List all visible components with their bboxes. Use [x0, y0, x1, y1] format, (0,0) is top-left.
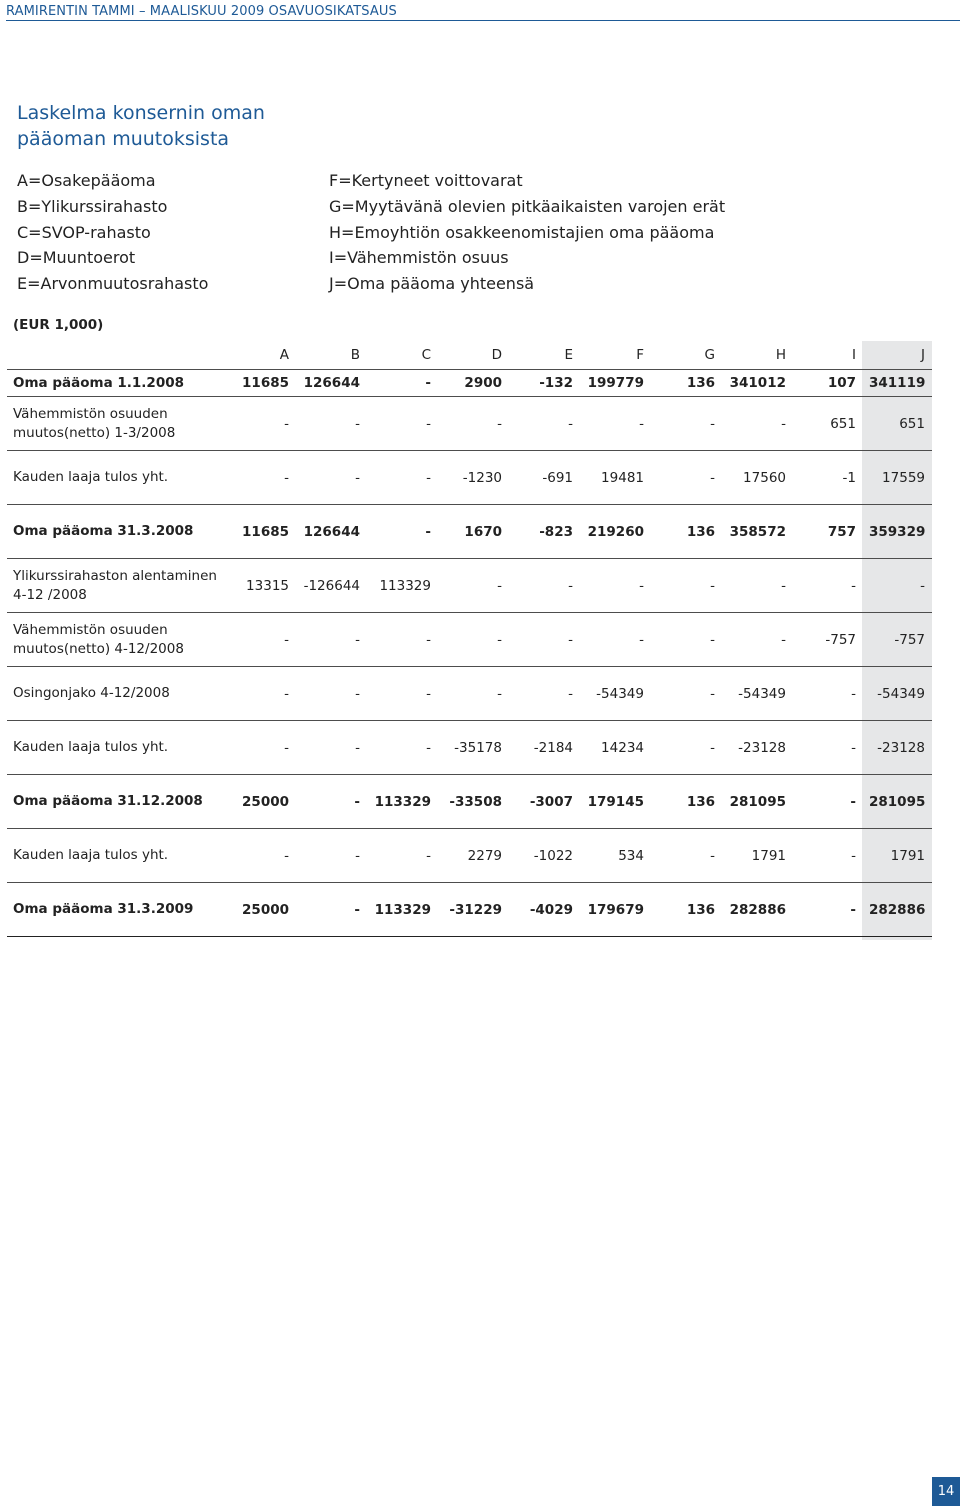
cell-b: - — [296, 775, 367, 829]
cell-e: -1022 — [509, 829, 580, 883]
cell-f: 14234 — [580, 721, 651, 775]
cell-j: 281095 — [863, 775, 932, 829]
cell-i: 107 — [793, 370, 863, 397]
row-label: Ylikurssirahaston alentaminen 4-12 /2008 — [7, 559, 232, 613]
cell-c: - — [367, 505, 438, 559]
cell-i: - — [793, 559, 863, 613]
table-row — [7, 829, 932, 883]
cell-j: 359329 — [863, 505, 932, 559]
cell-i: 651 — [793, 397, 863, 451]
cell-g: 136 — [651, 775, 722, 829]
cell-a: - — [232, 667, 296, 721]
cell-j: 651 — [863, 397, 932, 451]
legend-item-c: C=SVOP-rahasto — [17, 222, 151, 242]
cell-a: 11685 — [232, 505, 296, 559]
cell-h: 341012 — [722, 370, 793, 397]
cell-j: -23128 — [863, 721, 932, 775]
column-header-c: C — [367, 341, 438, 370]
legend-left — [17, 168, 208, 297]
cell-i: - — [793, 829, 863, 883]
legend-item-i: I=Vähemmistön osuus — [329, 248, 509, 268]
cell-f: - — [580, 397, 651, 451]
cell-a: 13315 — [232, 559, 296, 613]
cell-j: - — [863, 559, 932, 613]
cell-e: - — [509, 613, 580, 667]
cell-b: 126644 — [296, 370, 367, 397]
legend-item-d: D=Muuntoerot — [17, 248, 136, 268]
cell-h: 358572 — [722, 505, 793, 559]
cell-c: - — [367, 451, 438, 505]
cell-d: -33508 — [438, 775, 509, 829]
cell-g: 136 — [651, 370, 722, 397]
cell-i: -757 — [793, 613, 863, 667]
cell-c: 113329 — [367, 775, 438, 829]
cell-d: 2900 — [438, 370, 509, 397]
cell-g: 136 — [651, 505, 722, 559]
column-header-d: D — [438, 341, 509, 370]
cell-i: - — [793, 721, 863, 775]
cell-f: 219260 — [580, 505, 651, 559]
cell-h: 1791 — [722, 829, 793, 883]
page-title-line-2: pääoman muutoksista — [17, 128, 230, 150]
cell-i: - — [793, 883, 863, 937]
cell-a: - — [232, 451, 296, 505]
table-row — [7, 613, 932, 667]
page-title-line-1: Laskelma konsernin oman — [17, 102, 265, 124]
cell-a: - — [232, 829, 296, 883]
table-row — [7, 370, 932, 397]
row-label: Osingonjako 4-12/2008 — [7, 667, 232, 721]
cell-h: - — [722, 613, 793, 667]
cell-j: -54349 — [863, 667, 932, 721]
cell-f: 179679 — [580, 883, 651, 937]
cell-d: 2279 — [438, 829, 509, 883]
cell-b: - — [296, 613, 367, 667]
column-header-b: B — [296, 341, 367, 370]
cell-h: -23128 — [722, 721, 793, 775]
legend-item-e: E=Arvonmuutosrahasto — [17, 274, 209, 294]
cell-g: - — [651, 721, 722, 775]
column-header-e: E — [509, 341, 580, 370]
cell-g: - — [651, 559, 722, 613]
cell-f: - — [580, 559, 651, 613]
cell-g: 136 — [651, 883, 722, 937]
cell-d: -1230 — [438, 451, 509, 505]
cell-b: - — [296, 667, 367, 721]
column-header-h: H — [722, 341, 793, 370]
cell-g: - — [651, 397, 722, 451]
cell-b: 126644 — [296, 505, 367, 559]
currency-unit: (EUR 1,000) — [13, 317, 104, 333]
column-header-a: A — [232, 341, 296, 370]
cell-i: - — [793, 667, 863, 721]
cell-b: - — [296, 829, 367, 883]
legend-item-f: F=Kertyneet voittovarat — [329, 171, 523, 190]
table-row — [7, 559, 932, 613]
row-label: Oma pääoma 1.1.2008 — [7, 370, 232, 397]
table-row — [7, 667, 932, 721]
table-row — [7, 397, 932, 451]
row-label: Kauden laaja tulos yht. — [7, 829, 232, 883]
table-row — [7, 505, 932, 559]
cell-d: -35178 — [438, 721, 509, 775]
cell-a: 25000 — [232, 883, 296, 937]
cell-a: 11685 — [232, 370, 296, 397]
cell-f: 534 — [580, 829, 651, 883]
cell-a: - — [232, 721, 296, 775]
cell-e: - — [509, 667, 580, 721]
legend-item-a: A=Osakepääoma — [17, 171, 156, 190]
cell-c: 113329 — [367, 883, 438, 937]
page-title — [17, 100, 617, 152]
cell-g: - — [651, 667, 722, 721]
column-header-i: I — [793, 341, 863, 370]
cell-c: - — [367, 667, 438, 721]
page-number: 14 — [932, 1477, 960, 1506]
cell-g: - — [651, 451, 722, 505]
cell-j: -757 — [863, 613, 932, 667]
cell-h: - — [722, 397, 793, 451]
cell-g: - — [651, 613, 722, 667]
column-header-f: F — [580, 341, 651, 370]
cell-d: - — [438, 559, 509, 613]
cell-e: - — [509, 397, 580, 451]
legend-item-g: G=Myytävänä olevien pitkäaikaisten varojen erät — [329, 196, 726, 216]
cell-a: - — [232, 613, 296, 667]
cell-h: 281095 — [722, 775, 793, 829]
cell-f: 179145 — [580, 775, 651, 829]
column-header-row — [7, 341, 932, 370]
table-body — [7, 370, 932, 937]
cell-f: - — [580, 613, 651, 667]
cell-e: -4029 — [509, 883, 580, 937]
cell-h: 282886 — [722, 883, 793, 937]
legend-item-h: H=Emoyhtiön osakkeenomistajien oma pääoma — [329, 222, 715, 242]
header-label-cell — [7, 341, 232, 370]
row-label: Oma pääoma 31.3.2009 — [7, 883, 232, 937]
cell-c: - — [367, 829, 438, 883]
cell-i: 757 — [793, 505, 863, 559]
row-label: Vähemmistön osuuden muutos(netto) 4-12/2008 — [7, 613, 232, 667]
cell-d: - — [438, 397, 509, 451]
table-row — [7, 883, 932, 937]
cell-a: 25000 — [232, 775, 296, 829]
cell-e: - — [509, 559, 580, 613]
cell-d: - — [438, 613, 509, 667]
cell-j: 17559 — [863, 451, 932, 505]
cell-f: -54349 — [580, 667, 651, 721]
cell-c: 113329 — [367, 559, 438, 613]
row-label: Oma pääoma 31.3.2008 — [7, 505, 232, 559]
row-label: Kauden laaja tulos yht. — [7, 721, 232, 775]
cell-c: - — [367, 370, 438, 397]
table-row — [7, 451, 932, 505]
cell-b: - — [296, 883, 367, 937]
table-row — [7, 775, 932, 829]
cell-j: 341119 — [863, 370, 932, 397]
legend-item-j: J=Oma pääoma yhteensä — [329, 274, 535, 294]
cell-h: - — [722, 559, 793, 613]
cell-i: -1 — [793, 451, 863, 505]
cell-j: 1791 — [863, 829, 932, 883]
cell-i: - — [793, 775, 863, 829]
running-header — [6, 0, 960, 21]
column-header-g: G — [651, 341, 722, 370]
cell-c: - — [367, 721, 438, 775]
cell-e: -3007 — [509, 775, 580, 829]
equity-changes-table — [7, 341, 932, 937]
cell-c: - — [367, 613, 438, 667]
cell-e: -823 — [509, 505, 580, 559]
cell-g: - — [651, 829, 722, 883]
table-row — [7, 721, 932, 775]
cell-b: - — [296, 721, 367, 775]
running-header-title: RAMIRENTIN TAMMI – MAALISKUU 2009 OSAVUOSIKATSAUS — [6, 4, 397, 19]
row-label: Vähemmistön osuuden muutos(netto) 1-3/2008 — [7, 397, 232, 451]
row-label: Kauden laaja tulos yht. — [7, 451, 232, 505]
cell-e: -691 — [509, 451, 580, 505]
legend-item-b: B=Ylikurssirahasto — [17, 196, 168, 216]
legend-right — [329, 168, 725, 297]
column-header-j: J — [863, 341, 932, 370]
cell-j: 282886 — [863, 883, 932, 937]
cell-b: - — [296, 451, 367, 505]
cell-d: -31229 — [438, 883, 509, 937]
cell-e: -2184 — [509, 721, 580, 775]
cell-h: 17560 — [722, 451, 793, 505]
cell-a: - — [232, 397, 296, 451]
cell-d: 1670 — [438, 505, 509, 559]
cell-h: -54349 — [722, 667, 793, 721]
cell-d: - — [438, 667, 509, 721]
cell-b: -126644 — [296, 559, 367, 613]
cell-c: - — [367, 397, 438, 451]
cell-f: 199779 — [580, 370, 651, 397]
row-label: Oma pääoma 31.12.2008 — [7, 775, 232, 829]
cell-f: 19481 — [580, 451, 651, 505]
cell-e: -132 — [509, 370, 580, 397]
cell-b: - — [296, 397, 367, 451]
